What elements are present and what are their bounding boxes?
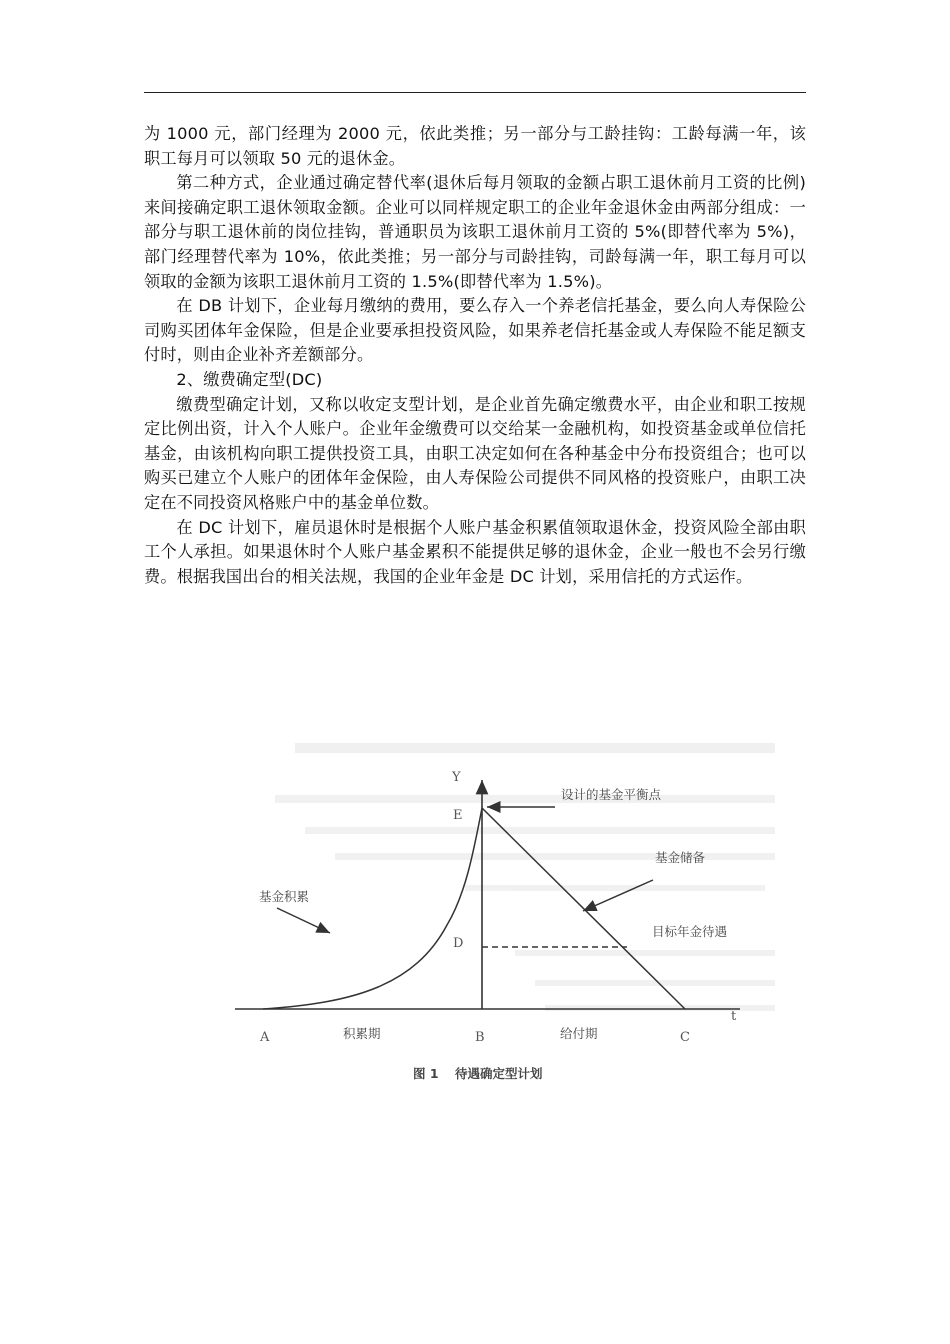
point-b-label: B: [475, 1030, 485, 1045]
paragraph: 缴费型确定计划，又称以收定支型计划，是企业首先确定缴费水平，由企业和职工按规定比例出资，计入个人账户。企业年金缴费可以交给某一金融机构，如投资基金或单位信托基金，由该机构向职工提供投资工具，由职工决定如何在各种基金中分布投资组合；也可以购买已建立个人账户的团体年金保险，由人寿保险公司提供不同风格的投资账户，由职工决定在不同投资风格账户中的基金单位数。: [144, 394, 806, 512]
axis-y-label: Y: [452, 770, 461, 785]
header-rule: [144, 92, 806, 93]
body-text: [144, 122, 806, 589]
accum-pointer-arrow: [277, 908, 330, 933]
point-c-label: C: [680, 1030, 690, 1045]
point-a-label: A: [260, 1030, 270, 1045]
reserve-pointer-arrow: [583, 880, 653, 911]
point-e-label: E: [453, 808, 463, 823]
accumulation-curve: [263, 808, 482, 1009]
payout-period-label: 给付期: [560, 1026, 598, 1041]
figure-caption-text: 待遇确定型计划: [455, 1066, 543, 1081]
point-d-label: D: [453, 936, 464, 951]
paragraph: 在 DC 计划下，雇员退休时是根据个人账户基金积累值领取退休金，投资风险全部由职工个人承担。如果退休时个人账户基金累积不能提供足够的退休金，企业一般也不会另行缴费。根据我国出台的相关法规，我国的企业年金是 DC 计划，采用信托的方式运作。: [144, 517, 806, 586]
target-benefit-label: 目标年金待遇: [652, 924, 728, 939]
paragraph: 第二种方式，企业通过确定替代率(退休后每月领取的金额占职工退休前月工资的比例)来间接确定职工退休领取金额。企业可以同样规定职工的企业年金退休金由两部分组成：一部分与职工退休前的岗位挂钩，普通职员为该职工退休前月工资的 5%(即替代率为 5%)，部门经理替代率为 10%，依此类推；另一部分与司龄挂钩，司龄每满一年，职工每月可以领取的金额为该职工退休前月工资的 1.5%(即替代率为 1.5%)。: [144, 173, 806, 291]
balance-point-label: 设计的基金平衡点: [561, 787, 662, 802]
axis-t-label: t: [731, 1009, 737, 1024]
diagram: [215, 735, 795, 1095]
payout-line: [482, 808, 685, 1009]
figure-caption-number: 图 1: [413, 1066, 439, 1081]
paragraph: 在 DB 计划下，企业每月缴纳的费用，要么存入一个养老信托基金，要么向人寿保险公司购买团体年金保险，但是企业要承担投资风险，如果养老信托基金或人寿保险不能足额支付时，则由企业补齐差额部分。: [144, 296, 806, 365]
section-heading: 2、缴费确定型(DC): [176, 369, 323, 389]
paragraph: 为 1000 元，部门经理为 2000 元，依此类推；另一部分与工龄挂钩：工龄每满一年，该职工每月可以领取 50 元的退休金。: [144, 124, 806, 168]
reserve-label: 基金储备: [655, 850, 706, 865]
accumulation-period-label: 积累期: [343, 1026, 381, 1041]
db-plan-figure: [215, 735, 795, 1095]
accumulation-label: 基金积累: [259, 889, 310, 904]
scan-ghost-texture: [275, 743, 775, 1011]
